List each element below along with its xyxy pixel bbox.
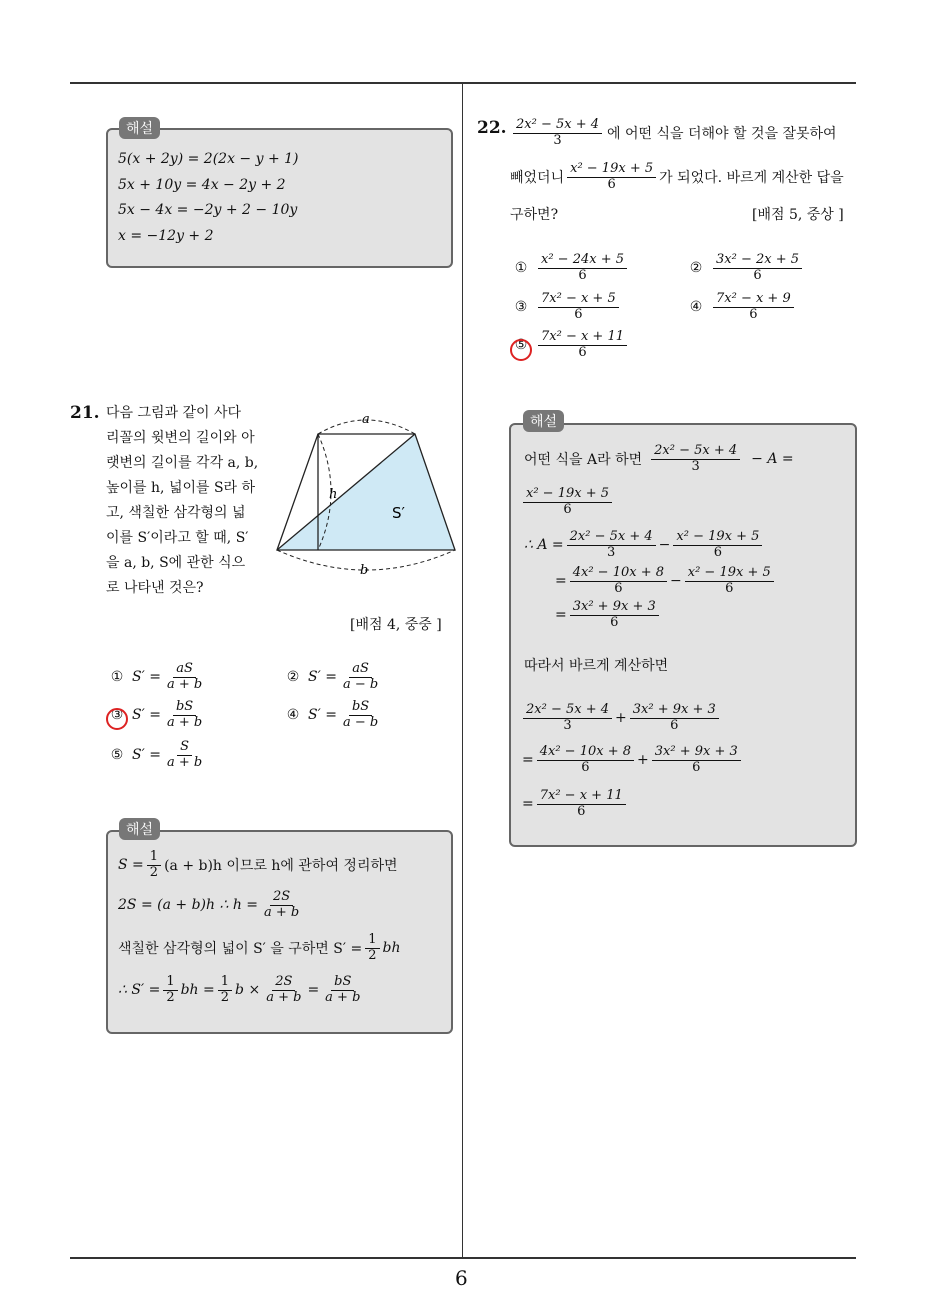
label-b: b <box>360 563 369 578</box>
q22-sol-line-5 <box>555 600 662 631</box>
frac-den: a + b <box>166 754 203 770</box>
sol-text: S = <box>118 857 144 874</box>
choice-number: ④ <box>689 299 703 316</box>
q21-sol-line-1 <box>118 850 398 881</box>
sol-fraction <box>147 850 161 881</box>
choice-number: ② <box>689 260 703 277</box>
choice-lhs: S′ = <box>308 669 337 686</box>
sol-fraction <box>322 975 363 1006</box>
choice-lhs: S′ = <box>132 707 161 724</box>
q22-sol-line-4 <box>555 566 777 597</box>
sol-fraction <box>652 745 741 776</box>
frac-den: a + b <box>166 714 203 730</box>
frac-num: 3x² + 9x + 3 <box>630 703 719 719</box>
frac-num: S <box>177 740 192 756</box>
sol-text: − <box>658 537 671 554</box>
q22-sol-line-1 <box>524 444 794 475</box>
sol-text: + <box>637 752 649 769</box>
sol-text: b × <box>235 982 261 999</box>
sol-text: 색칠한 삼각형의 넓이 S′ 을 구하면 S′ = <box>118 941 363 958</box>
q22-sol-line-3 <box>524 530 765 561</box>
q21-number: 21. <box>70 403 100 423</box>
q21-solution-tag: 해설 <box>119 818 160 840</box>
sol-fraction <box>567 530 656 561</box>
sol-fraction <box>570 566 667 597</box>
q21-choice-4[interactable] <box>284 700 384 731</box>
q21-answer-mark <box>106 708 128 730</box>
frac-den: 6 <box>610 614 619 630</box>
q22-text-2b: 가 되었다. 바르게 계산한 답을 <box>659 170 844 187</box>
q22-sol-line-6 <box>520 703 722 734</box>
sol-text: = <box>307 982 320 999</box>
frac-den: 6 <box>749 306 758 322</box>
frac-num: bS <box>331 975 354 991</box>
sol-fraction <box>523 487 612 518</box>
sol-text: bh = <box>180 982 215 999</box>
q22-choice-4[interactable] <box>687 292 797 323</box>
sol-text: ∴ S′ = <box>118 982 161 999</box>
sol-fraction <box>163 975 177 1006</box>
frac-num: bS <box>349 700 372 716</box>
frac-den: 6 <box>578 267 587 283</box>
frac-den: 3 <box>691 458 700 474</box>
frac-den: a − b <box>342 676 379 692</box>
sol-fraction <box>261 890 302 921</box>
q22-text-2a: 빼었더니 <box>510 170 565 187</box>
q22-sol-line-7 <box>522 745 744 776</box>
frac-den: 3 <box>553 132 562 148</box>
choice-fraction <box>538 330 627 361</box>
sol-fraction <box>523 703 612 734</box>
q20-solution-line-4: x = −12y + 2 <box>118 228 214 244</box>
sol-fraction <box>685 566 774 597</box>
q21-choice-5[interactable] <box>108 740 208 771</box>
q22-text-1: 에 어떤 식을 더해야 할 것을 잘못하여 <box>607 126 837 143</box>
q22-sol-line-8 <box>522 789 629 820</box>
frac-den: 6 <box>614 580 623 596</box>
q20-solution-line-3: 5x − 4x = −2y + 2 − 10y <box>118 202 298 218</box>
q22-choice-1[interactable] <box>512 253 630 284</box>
frac-den: 2 <box>220 989 230 1005</box>
frac-den: 6 <box>753 267 762 283</box>
frac-den: a + b <box>166 676 203 692</box>
choice-number: ③ <box>514 299 528 316</box>
q22-number: 22. <box>477 118 507 138</box>
frac-den: 2 <box>149 864 159 880</box>
q21-text-line: 고, 색칠한 삼각형의 넓 <box>106 505 246 521</box>
frac-num: 7x² − x + 5 <box>538 292 619 308</box>
choice-number: ⑤ <box>110 747 124 764</box>
frac-num: x² − 24x + 5 <box>538 253 627 269</box>
frac-num: 1 <box>365 933 379 949</box>
frac-den: 6 <box>577 803 586 819</box>
trapezoid-figure <box>272 408 462 580</box>
q22-sol-line-2 <box>520 487 615 518</box>
frac-den: 6 <box>607 176 616 192</box>
q22-fraction-1 <box>513 118 602 149</box>
choice-number: ① <box>514 260 528 277</box>
sol-fraction <box>218 975 232 1006</box>
label-a: a <box>362 412 370 427</box>
frac-num: x² − 19x + 5 <box>673 530 762 546</box>
q21-text-line: 로 나타낸 것은? <box>106 580 204 596</box>
q21-sol-line-3 <box>118 933 401 964</box>
q21-text <box>106 401 276 601</box>
frac-num: 7x² − x + 11 <box>537 789 626 805</box>
frac-den: 6 <box>713 544 723 560</box>
sol-text: 2S = (a + b)h ∴ h = <box>118 897 259 914</box>
frac-num: 2S <box>270 890 293 906</box>
sol-fraction <box>630 703 719 734</box>
frac-num: 2x² − 5x + 4 <box>651 444 740 460</box>
frac-num: x² − 19x + 5 <box>523 487 612 503</box>
frac-den: 6 <box>574 306 583 322</box>
label-h: h <box>329 487 338 502</box>
frac-num: 3x² − 2x + 5 <box>713 253 802 269</box>
bottom-rule <box>70 1257 856 1259</box>
frac-num: 2x² − 5x + 4 <box>523 703 612 719</box>
frac-num: 2x² − 5x + 4 <box>567 530 656 546</box>
frac-den: 6 <box>692 759 701 775</box>
frac-num: x² − 19x + 5 <box>685 566 774 582</box>
choice-number: ② <box>286 669 300 686</box>
q22-choice-3[interactable] <box>512 292 622 323</box>
sol-text: − <box>670 573 682 590</box>
choice-lhs: S′ = <box>132 669 161 686</box>
sol-text: = <box>555 573 567 590</box>
q22-solution-tag: 해설 <box>523 410 564 432</box>
q22-answer-mark <box>510 339 532 361</box>
q21-text-line: 다음 그림과 같이 사다 <box>106 405 242 421</box>
sol-text: 어떤 식을 A라 하면 <box>524 452 643 469</box>
frac-num: 4x² − 10x + 8 <box>570 566 667 582</box>
frac-num: 2S <box>272 975 295 991</box>
sol-text: − A = <box>751 451 794 468</box>
frac-num: 7x² − x + 11 <box>538 330 627 346</box>
frac-num: 7x² − x + 9 <box>713 292 794 308</box>
sol-text: = <box>522 796 534 813</box>
frac-den: 6 <box>725 580 734 596</box>
sol-fraction <box>365 933 379 964</box>
q21-choice-2[interactable] <box>284 662 384 693</box>
q20-solution-line-2: 5x + 10y = 4x − 2y + 2 <box>118 177 286 193</box>
q21-text-line: 높이를 h, 넓이를 S라 하 <box>106 480 256 496</box>
sol-text: + <box>615 710 627 727</box>
sol-text: = <box>522 752 534 769</box>
q21-sol-line-2 <box>118 890 305 921</box>
frac-num: x² − 19x + 5 <box>567 162 656 178</box>
choice-number: ④ <box>286 707 300 724</box>
choice-fraction <box>538 292 619 323</box>
frac-den: a + b <box>264 904 300 920</box>
frac-den: 3 <box>607 544 616 560</box>
q21-text-line: 이를 S′이라고 할 때, S′ <box>106 530 249 546</box>
q22-line-2 <box>510 162 844 193</box>
choice-fraction <box>713 292 794 323</box>
q22-meta: [배점 5, 중상 ] <box>752 207 844 223</box>
frac-num: 1 <box>163 975 177 991</box>
sol-text: ∴ A = <box>524 537 564 554</box>
choice-lhs: S′ = <box>132 747 161 764</box>
q22-sol-then: 따라서 바르게 계산하면 <box>524 658 669 674</box>
choice-fraction <box>340 700 381 731</box>
frac-den: 6 <box>670 717 679 733</box>
q21-meta: [배점 4, 중중 ] <box>350 617 442 633</box>
sol-fraction <box>673 530 762 561</box>
choice-number: ③ <box>110 707 124 724</box>
choice-fraction <box>538 253 627 284</box>
frac-den: 2 <box>166 989 175 1005</box>
frac-den: 3 <box>563 717 572 733</box>
frac-den: a + b <box>325 989 361 1005</box>
frac-den: 6 <box>578 344 587 360</box>
q22-choice-2[interactable] <box>687 253 805 284</box>
top-rule <box>70 82 856 84</box>
sol-text: = <box>555 607 567 624</box>
choice-fraction <box>164 700 205 731</box>
page-number: 6 <box>455 1266 468 1290</box>
sol-fraction <box>570 600 659 631</box>
frac-den: 6 <box>563 501 572 517</box>
frac-num: aS <box>173 662 196 678</box>
q20-solution-tag: 해설 <box>119 117 160 139</box>
choice-fraction <box>164 740 205 771</box>
sol-fraction <box>537 745 634 776</box>
q21-text-line: 랫변의 길이를 각각 a, b, <box>106 455 259 471</box>
q22-line-1 <box>510 118 837 149</box>
frac-den: a + b <box>266 989 302 1005</box>
q21-text-line: 을 a, b, S에 관한 식으 <box>106 555 246 571</box>
frac-num: 1 <box>218 975 232 991</box>
label-s-prime: S′ <box>392 504 405 522</box>
sol-fraction <box>537 789 626 820</box>
sol-fraction <box>263 975 304 1006</box>
frac-den: 6 <box>581 759 590 775</box>
choice-lhs: S′ = <box>308 707 337 724</box>
q20-solution-line-1: 5(x + 2y) = 2(2x − y + 1) <box>118 151 299 167</box>
q21-choice-1[interactable] <box>108 662 208 693</box>
sol-text: (a + b)h 이므로 h에 관하여 정리하면 <box>164 858 398 875</box>
q21-text-line: 리꼴의 윗변의 길이와 아 <box>106 430 255 446</box>
q22-text-3: 구하면? <box>510 207 559 223</box>
sol-text: bh <box>382 940 401 957</box>
frac-num: 3x² + 9x + 3 <box>570 600 659 616</box>
choice-fraction <box>340 662 381 693</box>
frac-num: 3x² + 9x + 3 <box>652 745 741 761</box>
choice-number: ① <box>110 669 124 686</box>
q22-fraction-2 <box>567 162 656 193</box>
shaded-triangle <box>277 434 455 550</box>
column-divider <box>462 84 463 1258</box>
choice-fraction <box>164 662 205 693</box>
frac-den: 2 <box>368 947 377 963</box>
frac-num: aS <box>349 662 372 678</box>
choice-fraction <box>713 253 802 284</box>
frac-num: 4x² − 10x + 8 <box>537 745 634 761</box>
frac-num: 2x² − 5x + 4 <box>513 118 602 134</box>
frac-num: 1 <box>147 850 161 866</box>
q20-solution-box <box>106 128 453 268</box>
q21-sol-line-4 <box>118 975 366 1006</box>
choice-number: ⑤ <box>514 337 528 354</box>
sol-fraction <box>651 444 740 475</box>
frac-num: bS <box>173 700 196 716</box>
frac-den: a − b <box>342 714 379 730</box>
